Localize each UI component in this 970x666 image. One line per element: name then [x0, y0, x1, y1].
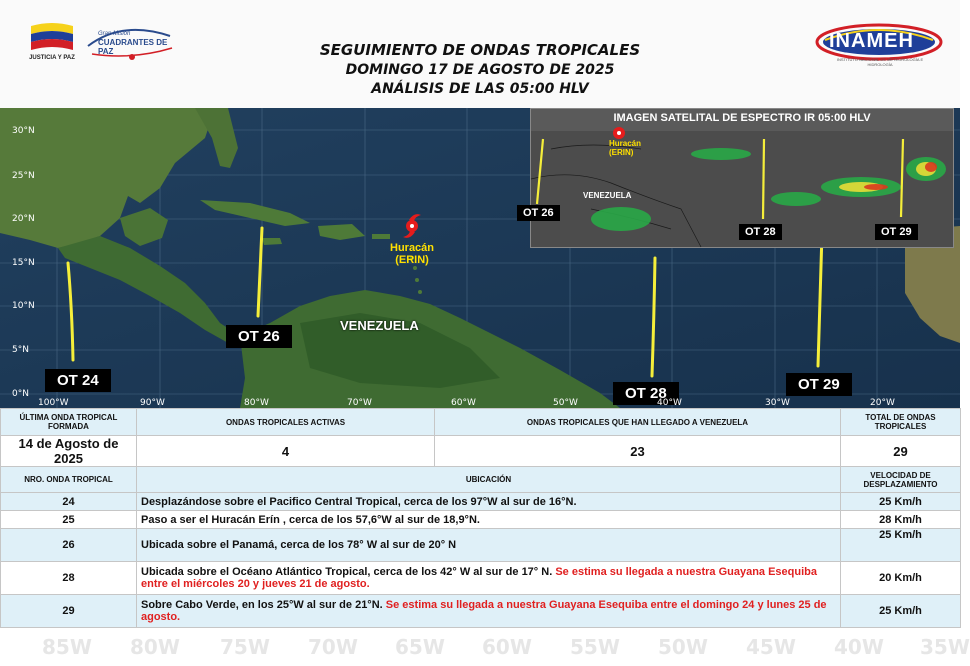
wave-label-ot26: OT 26 [226, 325, 292, 348]
wave-speed: 28 Km/h [841, 511, 961, 529]
wave-location-text: Ubicada sobre el Océano Atlántico Tropical, cerca de los 42° W al sur de 17° N. [141, 566, 553, 578]
inameh-name: INAMEH [829, 30, 914, 52]
wave-location [137, 562, 841, 595]
wave-label-ot29: OT 29 [786, 373, 852, 396]
analysis-time: ANÁLISIS DE LAS 05:00 HLV [371, 81, 589, 97]
wave-location [137, 511, 841, 529]
ghost-label: 70W [308, 635, 358, 659]
wave-label-ot28: OT 28 [613, 382, 679, 405]
wave-forecast: Se estima su llegada a nuestra Guayana Esequiba entre el miércoles 20 y jueves 21 de agosto. [141, 566, 817, 590]
table-row [1, 595, 961, 628]
lon-label: 40°W [657, 398, 682, 408]
page-date: DOMINGO 17 DE AGOSTO DE 2025 [345, 62, 615, 78]
inset-hurricane-label [609, 139, 641, 157]
table-head-row [1, 409, 961, 436]
lon-label: 80°W [244, 398, 269, 408]
inameh-sub: INSTITUTO NACIONAL DE METEOROLOGÍA E HIDROLOGÍA [836, 57, 924, 67]
lon-label: 60°W [451, 398, 476, 408]
inset-label-ot29: OT 29 [875, 224, 918, 240]
hurricane-label [390, 242, 434, 266]
wave-number: 29 [1, 595, 137, 628]
ghost-label: 45W [746, 635, 796, 659]
lat-label: 15°N [12, 258, 35, 268]
ghost-label: 65W [395, 635, 445, 659]
table-row [1, 511, 961, 529]
inameh-logo [815, 20, 943, 70]
ghost-label: 80W [130, 635, 180, 659]
total-waves-count: 29 [841, 436, 961, 467]
arrived-waves-title: ONDAS TROPICALES QUE HAN LLEGADO A VENEZUELA [435, 409, 841, 436]
wave-location [137, 529, 841, 562]
table-columns-row [1, 467, 961, 493]
inset-wave-line-ot28 [763, 139, 764, 219]
ghost-label: 60W [482, 635, 532, 659]
table-stats-row [1, 436, 961, 467]
inset-hurricane-label-line1: Huracán [609, 139, 642, 148]
wave-forecast: Se estima su llegada a nuestra Guayana Esequiba entre el domingo 24 y lunes 25 de agosto. [141, 599, 827, 623]
wave-speed: 20 Km/h [841, 562, 961, 595]
ghost-label: 40W [834, 635, 884, 659]
active-waves-title: ONDAS TROPICALES ACTIVAS [137, 409, 435, 436]
wave-location-text: Desplazándose sobre el Pacifico Central Tropical, cerca de los 97°W al sur de 16°N. [141, 495, 577, 508]
lon-label: 20°W [870, 398, 895, 408]
wave-number: 25 [1, 511, 137, 529]
lon-label: 30°W [765, 398, 790, 408]
logo-paz-line2: CUADRANTES DE PAZ [98, 38, 168, 56]
lon-label: 100°W [38, 398, 69, 408]
col-speed: VELOCIDAD DE DESPLAZAMIENTO [841, 467, 961, 493]
wave-location [137, 493, 841, 511]
lat-label: 30°N [12, 126, 35, 136]
wave-number: 26 [1, 529, 137, 562]
lat-label: 25°N [12, 171, 35, 181]
ghost-label: 85W [42, 635, 92, 659]
table-row [1, 493, 961, 511]
inset-label-ot26: OT 26 [517, 205, 560, 221]
inset-hurricane-icon [613, 127, 625, 139]
inset-venezuela-label: VENEZUELA [583, 191, 632, 200]
lon-label: 50°W [553, 398, 578, 408]
lat-label: 5°N [12, 345, 29, 355]
last-wave-title: ÚLTIMA ONDA TROPICAL FORMADA [1, 409, 137, 436]
logo-caption: JUSTICIA Y PAZ [29, 55, 75, 61]
inset-label-ot28: OT 28 [739, 224, 782, 240]
satellite-ir-inset [523, 108, 954, 248]
lat-label: 10°N [12, 301, 35, 311]
inset-title: IMAGEN SATELITAL DE ESPECTRO IR 05:00 HLV [613, 112, 871, 124]
ghost-label: 75W [220, 635, 270, 659]
table-row [1, 529, 961, 562]
last-wave-date: 14 de Agosto de 2025 [1, 436, 137, 467]
page-title: SEGUIMIENTO DE ONDAS TROPICALES [319, 41, 641, 59]
ghost-label: 50W [658, 635, 708, 659]
wave-location-text: Ubicada sobre el Panamá, cerca de los 78° W al sur de 20° N [141, 539, 457, 551]
wave-location-text: Paso a ser el Huracán Erín , cerca de los 57,6°W al sur de 18,9°N. [141, 513, 480, 526]
lon-label: 70°W [347, 398, 372, 408]
ghost-label: 35W [920, 635, 970, 659]
hurricane-label-line1: Huracán [390, 242, 435, 254]
wave-location-text: Sobre Cabo Verde, en los 25°W al sur de 21°N. [141, 599, 383, 611]
wave-number: 28 [1, 562, 137, 595]
wave-location [137, 595, 841, 628]
background-longitudes [0, 625, 970, 666]
inset-hurricane-label-line2: (ERIN) [609, 148, 634, 157]
arrived-waves-count: 23 [435, 436, 841, 467]
col-location: UBICACIÓN [137, 467, 841, 493]
table-row [1, 562, 961, 595]
col-number: NRO. ONDA TROPICAL [1, 467, 137, 493]
lon-label: 90°W [140, 398, 165, 408]
wave-speed: 25 Km/h [841, 529, 961, 562]
ghost-label: 55W [570, 635, 620, 659]
hurricane-label-line2: (ERIN) [395, 254, 429, 266]
active-waves-count: 4 [137, 436, 435, 467]
total-waves-title: TOTAL DE ONDAS TROPICALES [841, 409, 961, 436]
wave-speed: 25 Km/h [841, 493, 961, 511]
wave-label-ot24: OT 24 [45, 369, 111, 392]
wave-speed: 25 Km/h [841, 595, 961, 628]
lat-label: 20°N [12, 214, 35, 224]
waves-table [0, 408, 961, 628]
header [0, 0, 960, 108]
wave-number: 24 [1, 493, 137, 511]
logo-paz-line1: Gran Misión [98, 31, 131, 37]
lat-label: 0°N [12, 389, 29, 399]
venezuela-label: VENEZUELA [340, 318, 419, 333]
